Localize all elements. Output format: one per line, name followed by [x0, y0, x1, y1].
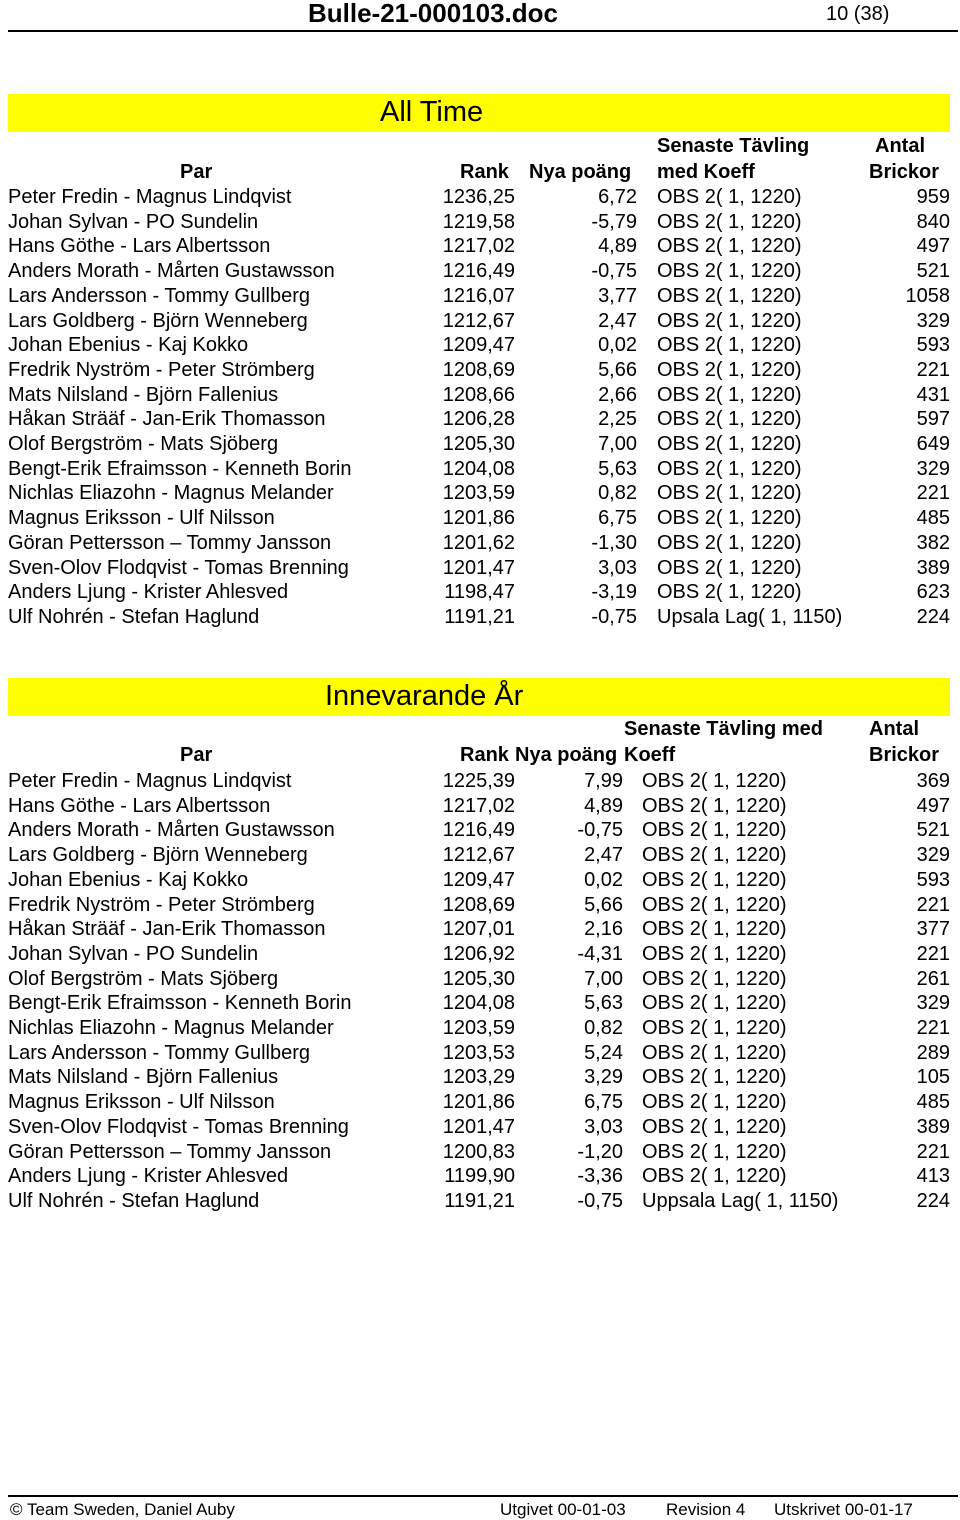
senaste-tavling: Upsala Lag( 1, 1150): [657, 605, 843, 628]
antal-brickor: 329: [916, 992, 950, 1015]
pair-name: Ulf Nohrén - Stefan Haglund: [8, 605, 260, 628]
nya-poang-value: 4,89: [598, 235, 637, 258]
pair-name: Hans Göthe - Lars Albertsson: [8, 794, 271, 817]
pair-name: Ulf Nohrén - Stefan Haglund: [8, 1189, 260, 1212]
table-row: [0, 481, 960, 506]
senaste-tavling: OBS 2( 1, 1220): [642, 1165, 787, 1188]
rank-value: 1216,49: [442, 260, 515, 283]
nya-poang-value: 2,16: [584, 918, 623, 941]
senaste-tavling: OBS 2( 1, 1220): [657, 457, 802, 480]
pair-name: Lars Goldberg - Björn Wenneberg: [8, 844, 308, 867]
table-row: [0, 868, 960, 893]
pair-name: Lars Andersson - Tommy Gullberg: [8, 1041, 310, 1064]
nya-poang-value: 3,03: [584, 1115, 623, 1138]
nya-poang-value: 7,00: [584, 967, 623, 990]
page-header: [8, 0, 958, 32]
table-row: [0, 843, 960, 868]
antal-brickor: 413: [916, 1165, 950, 1188]
rank-value: 1205,30: [442, 433, 515, 455]
nya-poang-value: 5,63: [584, 992, 623, 1015]
antal-brickor: 1058: [905, 284, 950, 307]
rank-value: 1209,47: [442, 334, 515, 357]
all-time-title-band: [8, 94, 950, 132]
table-row: [0, 432, 960, 457]
footer-printed: Utskrivet 00-01-17: [774, 1500, 913, 1519]
nya-poang-value: 5,66: [584, 893, 623, 916]
nya-poang-value: 3,03: [598, 556, 637, 579]
col-rank: Rank: [460, 744, 509, 766]
table-row: [0, 383, 960, 408]
table-row: [0, 1140, 960, 1165]
rank-value: 1217,02: [442, 794, 515, 817]
table-row: [0, 1065, 960, 1090]
senaste-tavling: OBS 2( 1, 1220): [657, 581, 802, 604]
nya-poang-value: -4,31: [577, 942, 623, 965]
rank-value: 1204,08: [442, 992, 515, 1015]
nya-poang-value: 3,77: [598, 284, 637, 307]
rank-value: 1208,66: [442, 383, 515, 406]
pair-name: Olof Bergström - Mats Sjöberg: [8, 967, 279, 990]
pair-name: Magnus Eriksson - Ulf Nilsson: [8, 507, 275, 530]
nya-poang-value: 2,25: [598, 408, 637, 431]
senaste-tavling: OBS 2( 1, 1220): [657, 284, 802, 307]
antal-brickor: 289: [916, 1041, 950, 1064]
table-row: [0, 1041, 960, 1066]
pair-name: Håkan Strääf - Jan-Erik Thomasson: [8, 408, 326, 431]
rank-value: 1201,86: [442, 1091, 515, 1114]
table-row: [0, 1164, 960, 1189]
antal-brickor: 377: [916, 918, 950, 941]
antal-brickor: 221: [916, 358, 950, 381]
nya-poang-value: 2,66: [598, 383, 637, 406]
table-row: [0, 580, 960, 605]
nya-poang-value: 0,02: [598, 334, 637, 357]
table-row: [0, 1090, 960, 1115]
pair-name: Mats Nilsland - Björn Fallenius: [8, 383, 279, 406]
senaste-tavling: Uppsala Lag( 1, 1150): [642, 1189, 839, 1212]
pair-name: Bengt-Erik Efraimsson - Kenneth Borin: [8, 457, 352, 480]
senaste-tavling: OBS 2( 1, 1220): [657, 556, 802, 579]
pair-name: Sven-Olov Flodqvist - Tomas Brenning: [8, 1115, 349, 1138]
pair-name: Nichlas Eliazohn - Magnus Melander: [8, 1017, 334, 1039]
senaste-tavling: OBS 2( 1, 1220): [657, 507, 802, 530]
table-row: [0, 769, 960, 794]
pair-name: Magnus Eriksson - Ulf Nilsson: [8, 1091, 275, 1114]
table-row: [0, 531, 960, 556]
rank-value: 1201,47: [442, 556, 515, 579]
nya-poang-value: 6,75: [584, 1091, 623, 1114]
nya-poang-value: -0,75: [591, 260, 637, 283]
nya-poang-value: -5,79: [591, 210, 637, 233]
antal-brickor: 597: [916, 408, 950, 431]
col-antal-line1: Antal: [875, 135, 925, 157]
rank-value: 1209,47: [442, 868, 515, 891]
table-row: [0, 1189, 960, 1214]
pair-name: Johan Ebenius - Kaj Kokko: [8, 334, 249, 357]
nya-poang-value: 0,02: [584, 868, 623, 891]
rank-value: 1208,69: [442, 358, 515, 381]
antal-brickor: 382: [916, 531, 950, 554]
senaste-tavling: OBS 2( 1, 1220): [657, 260, 802, 283]
pair-name: Lars Andersson - Tommy Gullberg: [8, 284, 310, 307]
rank-value: 1217,02: [442, 235, 515, 258]
col-senaste-line2: med Koeff: [657, 161, 755, 183]
page-number: 10 (38): [826, 3, 890, 25]
table-row: [0, 556, 960, 581]
antal-brickor: 329: [916, 457, 950, 480]
nya-poang-value: -0,75: [591, 605, 637, 628]
antal-brickor: 389: [916, 1115, 950, 1138]
table-row: [0, 991, 960, 1016]
rank-value: 1205,30: [442, 967, 515, 990]
antal-brickor: 221: [916, 942, 950, 965]
table-row: [0, 407, 960, 432]
footer-revision: Revision 4: [666, 1500, 746, 1519]
col-par: Par: [180, 161, 213, 183]
rank-value: 1216,07: [442, 284, 515, 307]
col-nya-poang: Nya poäng: [529, 161, 632, 183]
senaste-tavling: OBS 2( 1, 1220): [642, 844, 787, 867]
antal-brickor: 649: [916, 433, 950, 455]
senaste-tavling: OBS 2( 1, 1220): [642, 794, 787, 817]
senaste-tavling: OBS 2( 1, 1220): [657, 186, 802, 208]
rank-value: 1201,62: [442, 531, 515, 554]
nya-poang-value: 2,47: [584, 844, 623, 867]
senaste-tavling: OBS 2( 1, 1220): [657, 383, 802, 406]
table-row: [0, 893, 960, 918]
nya-poang-value: 0,82: [598, 482, 637, 505]
pair-name: Mats Nilsland - Björn Fallenius: [8, 1066, 279, 1089]
nya-poang-value: 5,66: [598, 358, 637, 381]
rank-value: 1206,28: [442, 408, 515, 431]
col-antal-line1: Antal: [869, 718, 919, 740]
table-row: [0, 1016, 960, 1041]
antal-brickor: 840: [916, 210, 950, 233]
senaste-tavling: OBS 2( 1, 1220): [642, 967, 787, 990]
antal-brickor: 389: [916, 556, 950, 579]
table-row: [0, 234, 960, 259]
antal-brickor: 497: [916, 235, 950, 258]
table-row: [0, 506, 960, 531]
rank-value: 1207,01: [442, 918, 515, 941]
table-row: [0, 185, 960, 210]
senaste-tavling: OBS 2( 1, 1220): [642, 893, 787, 916]
senaste-tavling: OBS 2( 1, 1220): [642, 1115, 787, 1138]
pair-name: Göran Pettersson – Tommy Jansson: [8, 531, 332, 554]
table-row: [0, 309, 960, 334]
nya-poang-value: -0,75: [577, 819, 623, 842]
senaste-tavling: OBS 2( 1, 1220): [657, 433, 802, 455]
pair-name: Fredrik Nyström - Peter Strömberg: [8, 358, 315, 381]
senaste-tavling: OBS 2( 1, 1220): [657, 358, 802, 381]
nya-poang-value: 6,75: [598, 507, 637, 530]
footer-issued: Utgivet 00-01-03: [500, 1500, 626, 1519]
antal-brickor: 221: [916, 1017, 950, 1039]
nya-poang-value: -3,36: [577, 1165, 623, 1188]
antal-brickor: 521: [916, 260, 950, 283]
table-row: [0, 284, 960, 309]
pair-name: Peter Fredin - Magnus Lindqvist: [8, 186, 292, 208]
nya-poang-value: 5,24: [584, 1041, 623, 1064]
pair-name: Johan Ebenius - Kaj Kokko: [8, 868, 249, 891]
pair-name: Göran Pettersson – Tommy Jansson: [8, 1140, 332, 1163]
antal-brickor: 497: [916, 794, 950, 817]
antal-brickor: 521: [916, 819, 950, 842]
col-antal-line2: Brickor: [869, 744, 940, 766]
col-senaste-line1: Senaste Tävling med: [624, 718, 823, 740]
col-nya-poang: Nya poäng: [515, 744, 618, 766]
nya-poang-value: -3,19: [591, 581, 637, 604]
pair-name: Anders Morath - Mårten Gustawsson: [8, 819, 335, 842]
col-senaste-line1: Senaste Tävling: [657, 135, 810, 157]
nya-poang-value: 3,29: [584, 1066, 623, 1089]
senaste-tavling: OBS 2( 1, 1220): [657, 482, 802, 505]
antal-brickor: 485: [916, 507, 950, 530]
pair-name: Peter Fredin - Magnus Lindqvist: [8, 770, 292, 792]
rank-value: 1236,25: [442, 186, 515, 208]
table-row: [0, 818, 960, 843]
rank-value: 1203,29: [442, 1066, 515, 1089]
rank-value: 1200,83: [442, 1140, 515, 1163]
table-row: [0, 942, 960, 967]
antal-brickor: 593: [916, 334, 950, 357]
footer-copyright: © Team Sweden, Daniel Auby: [10, 1500, 235, 1519]
rank-value: 1203,59: [442, 1017, 515, 1039]
pair-name: Nichlas Eliazohn - Magnus Melander: [8, 482, 334, 505]
nya-poang-value: 6,72: [598, 186, 637, 208]
antal-brickor: 224: [916, 1189, 950, 1212]
senaste-tavling: OBS 2( 1, 1220): [657, 531, 802, 554]
senaste-tavling: OBS 2( 1, 1220): [642, 770, 787, 792]
nya-poang-value: -0,75: [577, 1189, 623, 1212]
senaste-tavling: OBS 2( 1, 1220): [642, 942, 787, 965]
senaste-tavling: OBS 2( 1, 1220): [642, 819, 787, 842]
nya-poang-value: -1,20: [577, 1140, 623, 1163]
senaste-tavling: OBS 2( 1, 1220): [657, 309, 802, 332]
senaste-tavling: OBS 2( 1, 1220): [642, 918, 787, 941]
senaste-tavling: OBS 2( 1, 1220): [642, 868, 787, 891]
antal-brickor: 221: [916, 893, 950, 916]
nya-poang-value: 4,89: [584, 794, 623, 817]
rank-value: 1219,58: [442, 210, 515, 233]
antal-brickor: 105: [916, 1066, 950, 1089]
nya-poang-value: 0,82: [584, 1017, 623, 1039]
nya-poang-value: 7,99: [584, 770, 623, 792]
antal-brickor: 431: [916, 383, 950, 406]
senaste-tavling: OBS 2( 1, 1220): [642, 1017, 787, 1039]
rank-value: 1203,59: [442, 482, 515, 505]
pair-name: Anders Ljung - Krister Ahlesved: [8, 1165, 289, 1188]
antal-brickor: 329: [916, 309, 950, 332]
senaste-tavling: OBS 2( 1, 1220): [657, 408, 802, 431]
table-row: [0, 967, 960, 992]
nya-poang-value: 2,47: [598, 309, 637, 332]
rank-value: 1208,69: [442, 893, 515, 916]
table-row: [0, 457, 960, 482]
table-row: [0, 259, 960, 284]
rank-value: 1203,53: [442, 1041, 515, 1064]
antal-brickor: 959: [916, 186, 950, 208]
rank-value: 1204,08: [442, 457, 515, 480]
senaste-tavling: OBS 2( 1, 1220): [642, 1091, 787, 1114]
senaste-tavling: OBS 2( 1, 1220): [657, 334, 802, 357]
page-footer: [8, 1495, 958, 1519]
table-row: [0, 917, 960, 942]
antal-brickor: 623: [916, 581, 950, 604]
antal-brickor: 221: [916, 482, 950, 505]
col-rank: Rank: [460, 161, 509, 183]
antal-brickor: 485: [916, 1091, 950, 1114]
pair-name: Lars Goldberg - Björn Wenneberg: [8, 309, 308, 332]
table-row: [0, 333, 960, 358]
current-year-title-band: [8, 678, 950, 716]
rank-value: 1225,39: [442, 770, 515, 792]
table-row: [0, 358, 960, 383]
rank-value: 1206,92: [442, 942, 515, 965]
rank-value: 1199,90: [444, 1165, 515, 1188]
col-senaste-line2: Koeff: [624, 744, 676, 766]
col-par: Par: [180, 744, 213, 766]
pair-name: Johan Sylvan - PO Sundelin: [8, 210, 259, 233]
antal-brickor: 261: [916, 967, 950, 990]
rank-value: 1201,47: [442, 1115, 515, 1138]
antal-brickor: 369: [916, 770, 950, 792]
nya-poang-value: 7,00: [598, 433, 637, 455]
table-row: [0, 210, 960, 235]
col-antal-line2: Brickor: [869, 161, 940, 183]
senaste-tavling: OBS 2( 1, 1220): [642, 1066, 787, 1089]
antal-brickor: 221: [916, 1140, 950, 1163]
pair-name: Bengt-Erik Efraimsson - Kenneth Borin: [8, 992, 352, 1015]
rank-value: 1212,67: [442, 309, 515, 332]
rank-value: 1216,49: [442, 819, 515, 842]
antal-brickor: 329: [916, 844, 950, 867]
pair-name: Johan Sylvan - PO Sundelin: [8, 942, 259, 965]
rank-value: 1198,47: [444, 581, 515, 604]
rank-value: 1212,67: [442, 844, 515, 867]
rank-value: 1191,21: [444, 1189, 515, 1212]
document-name: Bulle-21-000103.doc: [308, 0, 559, 28]
senaste-tavling: OBS 2( 1, 1220): [642, 1140, 787, 1163]
rank-value: 1191,21: [444, 605, 515, 628]
rank-value: 1201,86: [442, 507, 515, 530]
nya-poang-value: -1,30: [591, 531, 637, 554]
pair-name: Håkan Strääf - Jan-Erik Thomasson: [8, 918, 326, 941]
antal-brickor: 593: [916, 868, 950, 891]
senaste-tavling: OBS 2( 1, 1220): [642, 992, 787, 1015]
pair-name: Olof Bergström - Mats Sjöberg: [8, 433, 279, 455]
senaste-tavling: OBS 2( 1, 1220): [657, 235, 802, 258]
table-row: [0, 794, 960, 819]
pair-name: Fredrik Nyström - Peter Strömberg: [8, 893, 315, 916]
senaste-tavling: OBS 2( 1, 1220): [642, 1041, 787, 1064]
nya-poang-value: 5,63: [598, 457, 637, 480]
table-row: [0, 1115, 960, 1140]
pair-name: Sven-Olov Flodqvist - Tomas Brenning: [8, 556, 349, 579]
antal-brickor: 224: [916, 605, 950, 628]
pair-name: Anders Ljung - Krister Ahlesved: [8, 581, 289, 604]
current-year-title: Innevarande År: [325, 680, 524, 712]
pair-name: Anders Morath - Mårten Gustawsson: [8, 260, 335, 283]
all-time-title: All Time: [380, 96, 484, 128]
table-row: [0, 605, 960, 630]
pair-name: Hans Göthe - Lars Albertsson: [8, 235, 271, 258]
senaste-tavling: OBS 2( 1, 1220): [657, 210, 802, 233]
